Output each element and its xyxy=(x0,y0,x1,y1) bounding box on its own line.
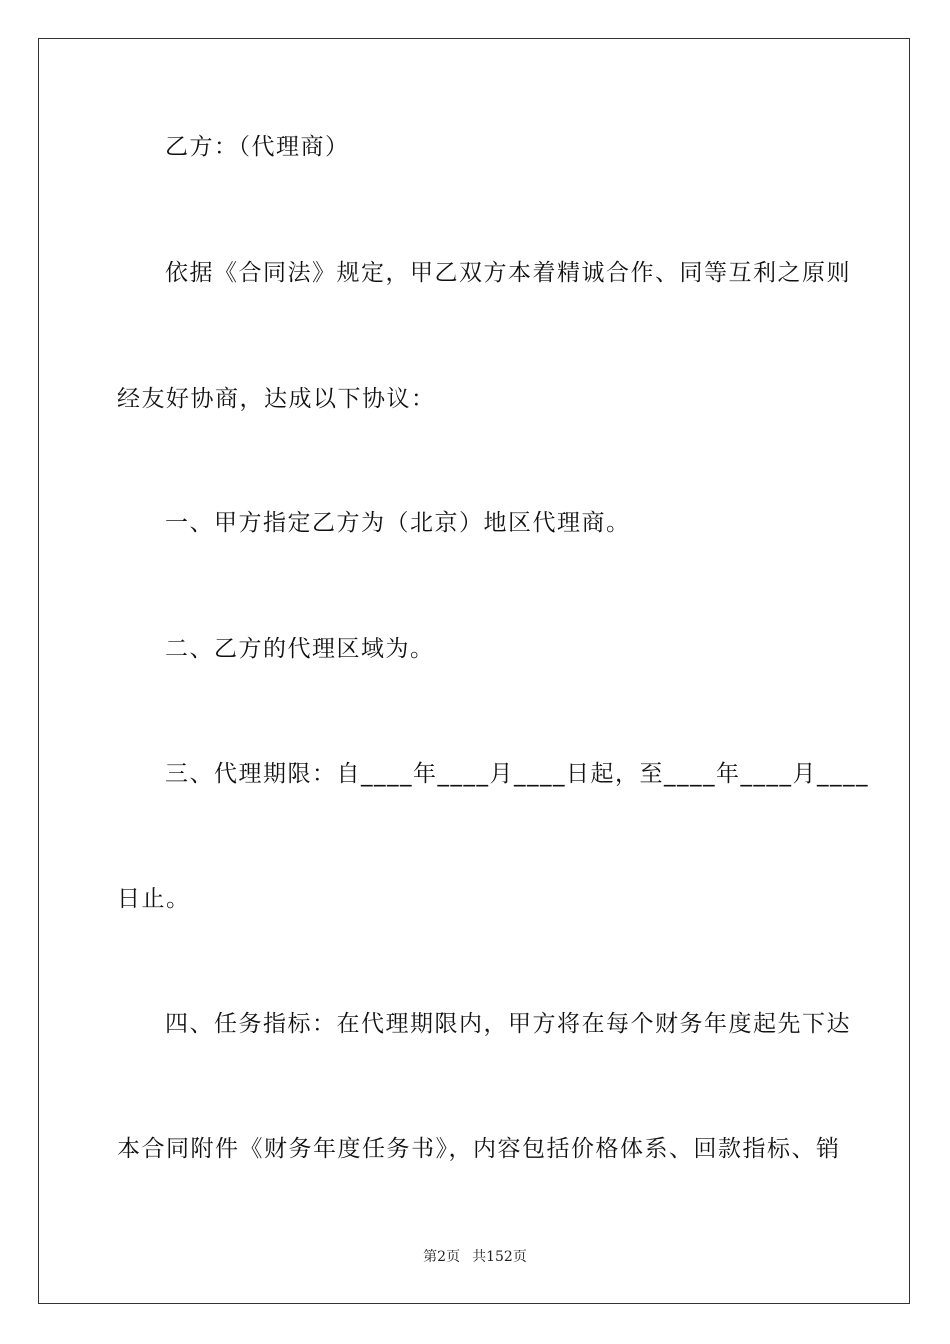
page-footer xyxy=(0,1246,950,1266)
clause-3-line-2: 日止。 xyxy=(117,886,191,912)
preamble-line-2: 经友好协商，达成以下协议： xyxy=(117,386,436,412)
clause-1: 一、甲方指定乙方为（北京）地区代理商。 xyxy=(165,510,631,536)
clause-4-line-2: 本合同附件《财务年度任务书》，内容包括价格体系、回款指标、销 xyxy=(117,1136,841,1162)
total-pages: 共152页 xyxy=(472,1249,527,1265)
clause-2: 二、乙方的代理区域为。 xyxy=(165,636,435,662)
clause-4-line-1: 四、任务指标：在代理期限内，甲方将在每个财务年度起先下达 xyxy=(165,1011,851,1037)
party-b-line: 乙方：（代理商） xyxy=(165,134,350,160)
clause-3-line-1: 三、代理期限：自____年____月____日起，至____年____月____ xyxy=(165,761,869,787)
page-number: 第2页 xyxy=(423,1249,461,1265)
preamble-line-1: 依据《合同法》规定，甲乙双方本着精诚合作、同等互利之原则 xyxy=(165,260,851,286)
page-border xyxy=(38,38,910,1304)
